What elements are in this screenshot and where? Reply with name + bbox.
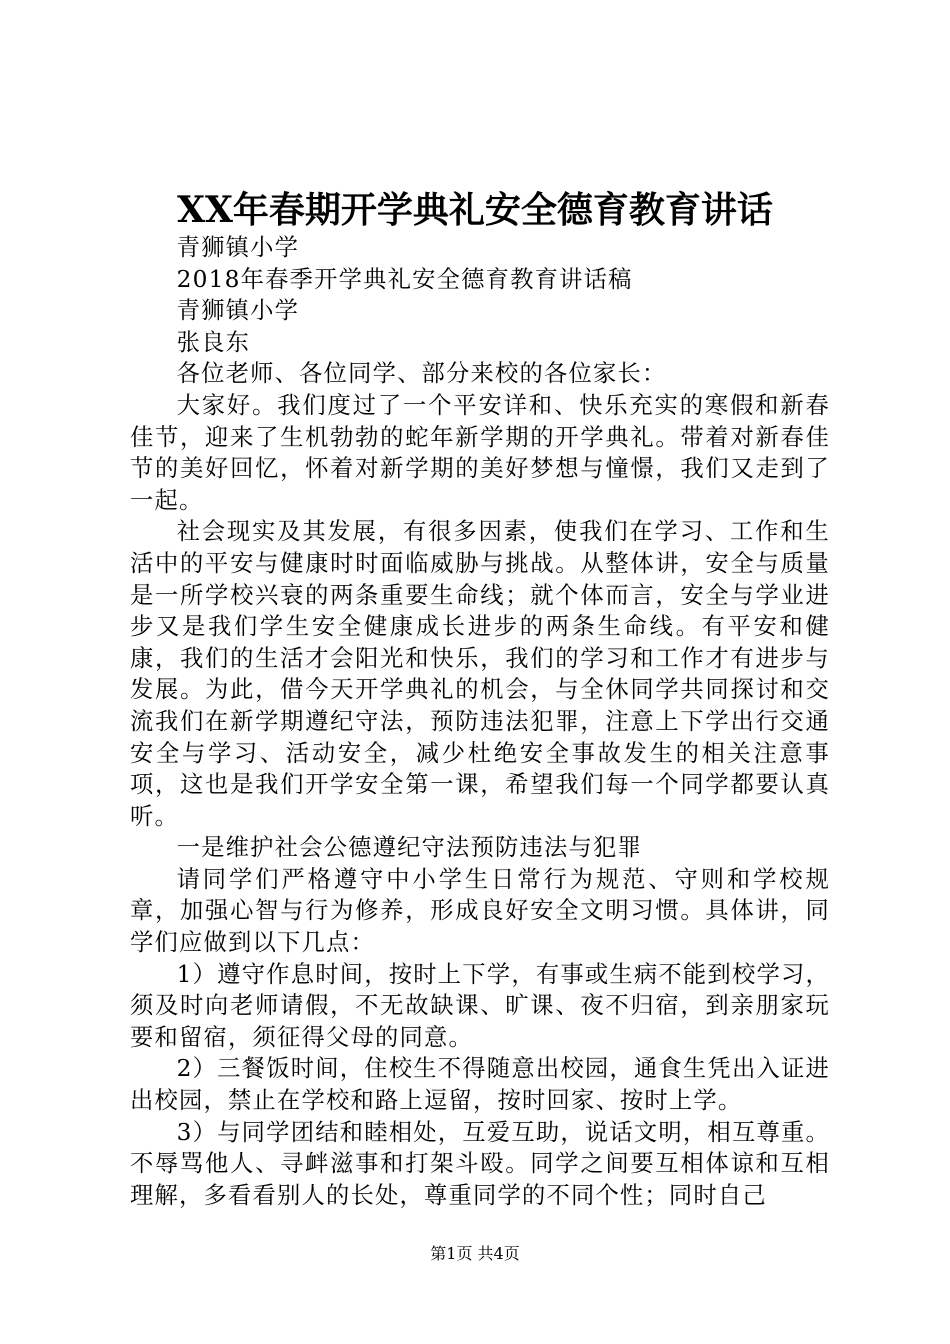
page-footer: 第1页 共4页: [430, 1244, 520, 1263]
paragraph: 一是维护社会公德遵纪守法预防违法与犯罪: [176, 834, 643, 862]
paragraph: 1）遵守作息时间，按时上下学，有事或生病不能到校学习，须及时向老师请假，不无故缺课、旷课、夜不归宿，到亲朋家玩要和留宿，须征得父母的同意。: [130, 960, 830, 1051]
paragraph: 大家好。我们度过了一个平安详和、快乐充实的寒假和新春佳节，迎来了生机勃勃的蛇年新学期的开学典礼。带着对新春佳节的美好回忆，怀着对新学期的美好梦想与憧憬，我们又走到了一起。: [130, 391, 830, 514]
paragraph: 青狮镇小学: [176, 297, 300, 325]
paragraph: 社会现实及其发展，有很多因素，使我们在学习、工作和生活中的平安与健康时时面临威胁与挑战。从整体讲，安全与质量是一所学校兴衰的两条重要生命线；就个体而言，安全与学业进步又是我们学生安全健康成长进步的两条生命线。有平安和健康，我们的生活才会阳光和快乐，我们的学习和工作才有进步与发展。为此，借今天开学典礼的机会，与全休同学共同探讨和交流我们在新学期遵纪守法，预防违法犯罪，注意上下学出行交通安全与学习、活动安全，减少杜绝安全事故发生的相关注意事项，这也是我们开学安全第一课，希望我们每一个同学都要认真听。: [130, 518, 830, 830]
paragraph: 3）与同学团结和睦相处，互爱互助，说话文明，相互尊重。不辱骂他人、寻衅滋事和打架斗殴。同学之间要互相体谅和互相理解，多看看别人的长处，尊重同学的不同个性；同时自己: [130, 1118, 830, 1209]
paragraph: 2）三餐饭时间，住校生不得随意出校园，通食生凭出入证进出校园，禁止在学校和路上逗留，按时回家、按时上学。: [130, 1055, 830, 1115]
paragraph: 请同学们严格遵守中小学生日常行为规范、守则和学校规章，加强心智与行为修养，形成良好安全文明习惯。具体讲，同学们应做到以下几点：: [130, 865, 830, 957]
paragraph: 张良东: [176, 328, 251, 356]
paragraph: 各位老师、各位同学、部分来校的各位家长：: [176, 360, 667, 388]
document-body: [130, 232, 830, 1211]
paragraph: 2018年春季开学典礼安全德育教育讲话稿: [176, 265, 633, 293]
document-title: XX年春期开学典礼安全德育教育讲话: [177, 189, 773, 231]
paragraph: 青狮镇小学: [176, 234, 300, 261]
